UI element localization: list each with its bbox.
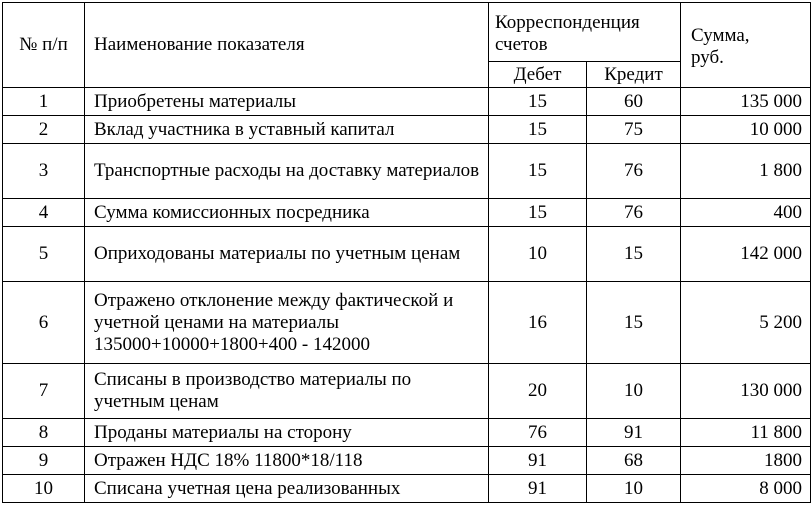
row-amount: 5 200 xyxy=(681,282,811,364)
table-body xyxy=(3,88,811,503)
row-number: 3 xyxy=(3,144,85,199)
accounting-entries-table xyxy=(2,2,811,503)
row-name: Приобретены материалы xyxy=(85,88,489,116)
table-row xyxy=(3,88,811,116)
row-amount: 10 000 xyxy=(681,116,811,144)
row-number: 8 xyxy=(3,419,85,447)
row-credit: 10 xyxy=(587,364,681,419)
row-name: Сумма комиссионных посредника xyxy=(85,199,489,227)
header-debit: Дебет xyxy=(489,62,587,88)
header-name: Наименование показателя xyxy=(85,3,489,88)
header-number: № п/п xyxy=(3,3,85,88)
row-number: 10 xyxy=(3,475,85,503)
row-debit: 16 xyxy=(489,282,587,364)
header-credit: Кредит xyxy=(587,62,681,88)
row-credit: 76 xyxy=(587,199,681,227)
table-row xyxy=(3,475,811,503)
table-row xyxy=(3,419,811,447)
row-number: 5 xyxy=(3,227,85,282)
row-number: 1 xyxy=(3,88,85,116)
row-credit: 15 xyxy=(587,227,681,282)
header-amount xyxy=(681,3,811,88)
row-debit: 76 xyxy=(489,419,587,447)
table-row xyxy=(3,227,811,282)
row-amount: 135 000 xyxy=(681,88,811,116)
row-debit: 91 xyxy=(489,447,587,475)
row-amount: 1 800 xyxy=(681,144,811,199)
row-credit: 10 xyxy=(587,475,681,503)
row-debit: 91 xyxy=(489,475,587,503)
table-row xyxy=(3,144,811,199)
row-debit: 15 xyxy=(489,88,587,116)
table-row xyxy=(3,282,811,364)
row-credit: 76 xyxy=(587,144,681,199)
row-amount: 400 xyxy=(681,199,811,227)
row-amount: 8 000 xyxy=(681,475,811,503)
row-debit: 20 xyxy=(489,364,587,419)
table-row xyxy=(3,364,811,419)
row-name: Вклад участника в уставный капитал xyxy=(85,116,489,144)
row-amount: 130 000 xyxy=(681,364,811,419)
row-amount: 11 800 xyxy=(681,419,811,447)
row-credit: 15 xyxy=(587,282,681,364)
row-credit: 60 xyxy=(587,88,681,116)
row-amount: 142 000 xyxy=(681,227,811,282)
row-debit: 15 xyxy=(489,144,587,199)
row-debit: 15 xyxy=(489,116,587,144)
header-amount-label: Сумма, руб. xyxy=(691,25,750,68)
row-number: 9 xyxy=(3,447,85,475)
row-credit: 68 xyxy=(587,447,681,475)
row-number: 2 xyxy=(3,116,85,144)
row-name: Списана учетная цена реализованных xyxy=(85,475,489,503)
table-row xyxy=(3,116,811,144)
row-number: 6 xyxy=(3,282,85,364)
row-name: Транспортные расходы на доставку материалов xyxy=(85,144,489,199)
row-name: Оприходованы материалы по учетным ценам xyxy=(85,227,489,282)
row-credit: 75 xyxy=(587,116,681,144)
table-header-row xyxy=(3,3,811,62)
row-number: 4 xyxy=(3,199,85,227)
header-correspondence: Корреспонденция счетов xyxy=(489,3,681,62)
row-credit: 91 xyxy=(587,419,681,447)
row-name: Списаны в производство материалы по учетным ценам xyxy=(85,364,489,419)
row-amount: 1800 xyxy=(681,447,811,475)
row-number: 7 xyxy=(3,364,85,419)
row-name: Отражен НДС 18% 11800*18/118 xyxy=(85,447,489,475)
row-debit: 15 xyxy=(489,199,587,227)
row-name: Отражено отклонение между фактической и учетной ценами на материалы 135000+10000+1800+400 - 142000 xyxy=(85,282,489,364)
row-name: Проданы материалы на сторону xyxy=(85,419,489,447)
table-row xyxy=(3,447,811,475)
row-debit: 10 xyxy=(489,227,587,282)
table-row xyxy=(3,199,811,227)
